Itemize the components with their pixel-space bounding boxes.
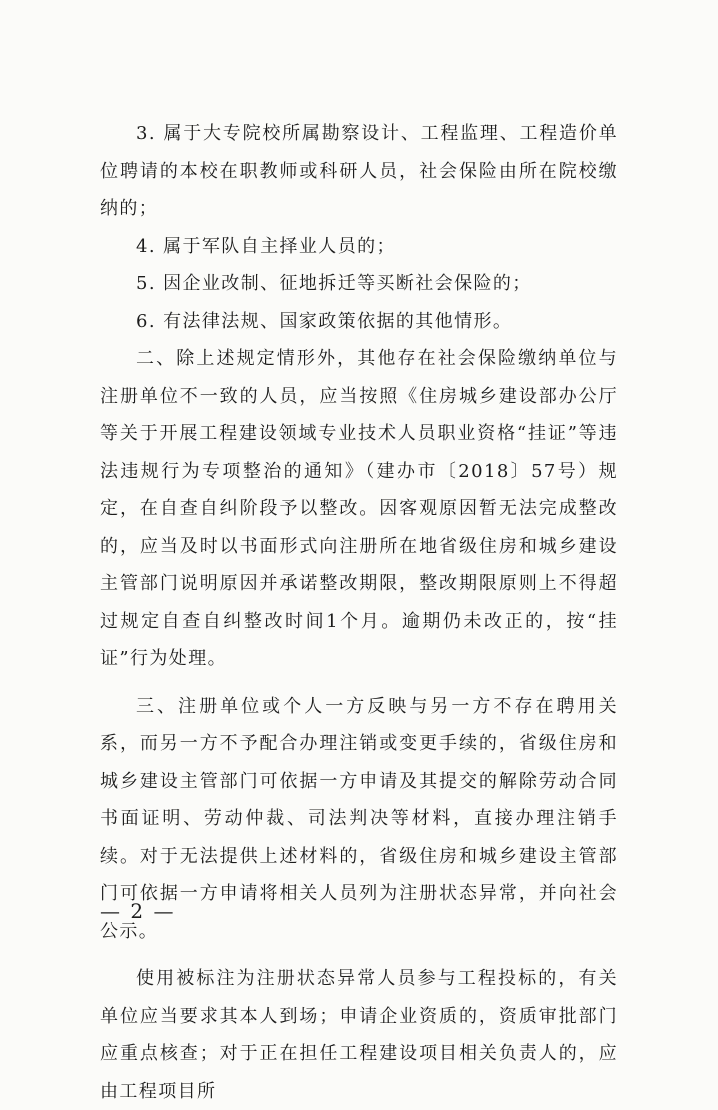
paragraph-section-2: 二、除上述规定情形外，其他存在社会保险缴纳单位与注册单位不一致的人员，应当按照《住房城乡建设部办公厅等关于开展工程建设领域专业技术人员职业资格“挂证”等违法违规行为专项整治的通知》（建办市〔2018〕57号）规定，在自查自纠阶段予以整改。因客观原因暂无法完成整改的，应当及时以书面形式向注册所在地省级住房和城乡建设主管部门说明原因并承诺整改期限，整改期限原则上不得超过规定自查自纠整改时间1个月。逾期仍未改正的，按“挂证”行为处理。 <box>100 348 618 669</box>
paragraph-item-3: 3. 属于大专院校所属勘察设计、工程监理、工程造价单位聘请的本校在职教师或科研人员，社会保险由所在院校缴纳的； <box>100 123 618 219</box>
document-body <box>100 115 618 1110</box>
paragraph-section-3: 三、注册单位或个人一方反映与另一方不存在聘用关系，而另一方不予配合办理注销或变更手续的，省级住房和城乡建设主管部门可依据一方申请及其提交的解除劳动合同书面证明、劳动仲裁、司法判决等材料，直接办理注销手续。对于无法提供上述材料的，省级住房和城乡建设主管部门可依据一方申请将相关人员列为注册状态异常，并向社会公示。 <box>100 695 618 942</box>
paragraph-item-6: 6. 有法律法规、国家政策依据的其他情形。 <box>136 310 513 332</box>
paragraph-abnormal-status: 使用被标注为注册状态异常人员参与工程投标的，有关单位应当要求其本人到场；申请企业资质的，资质审批部门应重点核查；对于正在担任工程建设项目相关负责人的，应由工程项目所 <box>100 968 618 1102</box>
page-number: — 2 — <box>100 899 176 923</box>
paragraph-item-4: 4. 属于军队自主择业人员的； <box>136 235 396 257</box>
paragraph-item-5: 5. 因企业改制、征地拆迁等买断社会保险的； <box>136 273 532 294</box>
